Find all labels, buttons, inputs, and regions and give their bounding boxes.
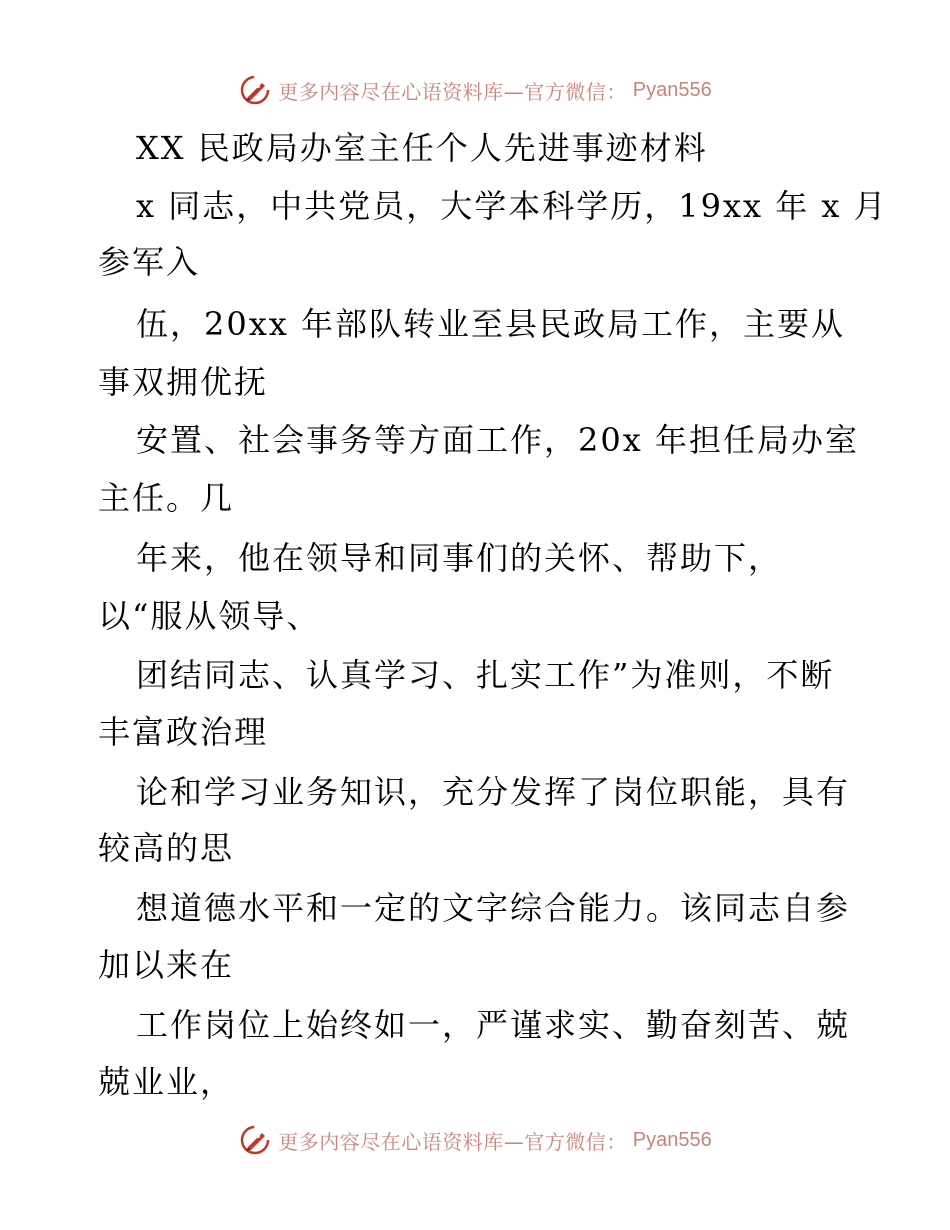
paragraph-line: 工作岗位上始终如一，严谨求实、勤奋刻苦、兢 <box>136 1006 851 1044</box>
paragraph-line: 年来，他在领导和同事们的关怀、帮助下， <box>136 539 783 577</box>
banner-content <box>238 73 711 107</box>
paragraph-line: x 同志，中共党员，大学本科学历，19xx 年 x 月 <box>136 187 888 225</box>
paragraph-line: 想道德水平和一定的文字综合能力。该同志自参 <box>136 889 851 927</box>
pen-circle-logo-icon <box>238 1123 272 1157</box>
paragraph-line: 伍，20xx 年部队转业至县民政局工作，主要从 <box>136 305 845 343</box>
paragraph-line: 兢业业， <box>98 1063 235 1101</box>
banner-wechat-id: Pyan556 <box>632 1128 712 1151</box>
paragraph-line: 团结同志、认真学习、扎实工作”为准则，不断 <box>136 656 835 694</box>
banner-wechat-id: Pyan556 <box>632 78 712 101</box>
paragraph-line: 论和学习业务知识，充分发挥了岗位职能，具有 <box>136 773 851 811</box>
paragraph-line: 较高的思 <box>98 829 235 867</box>
footer-banner <box>0 1120 950 1160</box>
paragraph-line: 事双拥优抚 <box>98 363 269 401</box>
banner-content <box>238 1123 711 1157</box>
paragraph-line: 主任。几 <box>98 479 235 517</box>
paragraph-line: 参军入 <box>98 243 201 281</box>
header-banner <box>0 70 950 110</box>
banner-text: 更多内容尽在心语资料库—官方微信： <box>278 1129 627 1154</box>
paragraph-line: 安置、社会事务等方面工作，20x 年担任局办室 <box>136 421 859 459</box>
pen-circle-logo-icon <box>238 73 272 107</box>
paragraph-line: 丰富政治理 <box>98 713 269 751</box>
banner-text: 更多内容尽在心语资料库—官方微信： <box>278 79 627 104</box>
paragraph-line: 以“服从领导、 <box>98 597 321 635</box>
paragraph-line: 加以来在 <box>98 946 235 984</box>
document-title: XX 民政局办室主任个人先进事迹材料 <box>136 129 708 167</box>
